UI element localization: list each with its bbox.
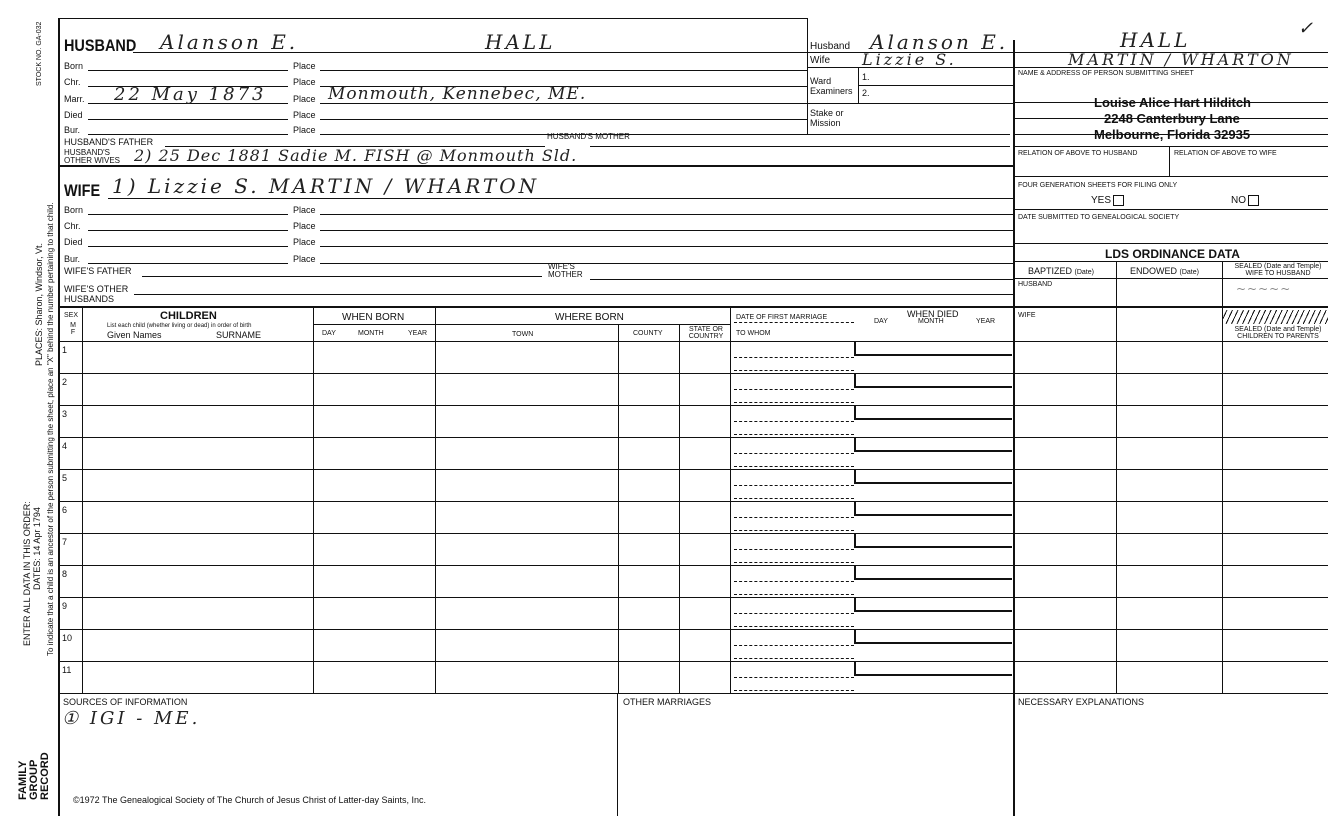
marriage-dash <box>734 530 854 531</box>
col-line <box>313 306 314 693</box>
field-line <box>88 263 288 264</box>
left-border <box>58 18 60 816</box>
born-year-label: YEAR <box>408 330 428 337</box>
copyright: ©1972 The Genealogical Society of The Church of Jesus Christ of Latter-day Saints, Inc. <box>73 795 426 805</box>
field-line <box>88 246 288 247</box>
yes-option[interactable] <box>1091 195 1124 206</box>
lds-title: LDS ORDINANCE DATA <box>1105 247 1240 261</box>
field-line <box>1013 209 1328 210</box>
died-date-box <box>854 374 1012 388</box>
field-line <box>1013 134 1328 135</box>
field-line <box>134 294 1013 295</box>
when-born-label: WHEN BORN <box>342 312 405 323</box>
col-line <box>730 306 731 693</box>
marriage-dash <box>734 517 854 518</box>
field-line <box>1013 118 1328 119</box>
wife-name: 1) Lizzie S. MARTIN / WHARTON <box>112 174 540 198</box>
child-row-number: 8 <box>62 569 68 579</box>
field-line <box>142 276 542 277</box>
husband-label: HUSBAND <box>64 36 137 55</box>
wife-born-place-label: Place <box>293 205 316 215</box>
born-day-label: DAY <box>322 330 336 337</box>
child-row-line <box>58 661 1328 662</box>
wifes-mother-label: WIFE'S MOTHER <box>548 262 583 279</box>
field-line <box>858 85 1013 86</box>
child-row-line <box>58 469 1328 470</box>
right-wife-label: Wife <box>810 55 830 66</box>
examiner-1: 1. <box>862 72 870 82</box>
col-line <box>82 306 83 693</box>
marriage-dash <box>734 498 854 499</box>
footer-top-line <box>58 693 1328 694</box>
child-row-line <box>58 405 1328 406</box>
field-line <box>1013 278 1328 279</box>
field-line <box>1013 176 1328 177</box>
footer-divider <box>617 693 618 816</box>
child-row-number: 10 <box>62 633 73 643</box>
child-row-number: 4 <box>62 441 68 451</box>
sources-entry <box>62 708 200 729</box>
endowed-label <box>1130 266 1199 276</box>
died-date-box <box>854 470 1012 484</box>
dates-note: DATES: 14 Apr 1794 <box>32 507 42 590</box>
child-row-line <box>58 533 1328 534</box>
died-date-box <box>854 598 1012 612</box>
sealed-wife-label: SEALED (Date and Temple) WIFE TO HUSBAND <box>1234 263 1322 277</box>
husband-born-label: Born <box>64 61 84 71</box>
field-line <box>590 146 1010 147</box>
header-divider <box>807 18 808 134</box>
field-line <box>88 70 288 71</box>
child-row-number: 7 <box>62 537 68 547</box>
child-row-line <box>58 565 1328 566</box>
marriage-dash <box>734 549 854 550</box>
husband-chr-label: Chr. <box>64 77 81 87</box>
marriage-dash <box>734 658 854 659</box>
places-note: PLACES: Sharon, Windsor, Vt. <box>34 242 44 366</box>
died-date-box <box>854 438 1012 452</box>
child-row-line <box>58 437 1328 438</box>
necessary-explanations-label: NECESSARY EXPLANATIONS <box>1018 697 1145 707</box>
marriage-dash <box>734 434 854 435</box>
marriage-dash <box>734 613 854 614</box>
husband-died-place-label: Place <box>293 110 316 120</box>
field-line <box>88 134 288 135</box>
field-line <box>88 230 288 231</box>
husband-given-name: Alanson E. <box>160 30 299 54</box>
field-line <box>1013 146 1328 147</box>
husband-chr-place-label: Place <box>293 77 316 87</box>
child-row-number: 11 <box>62 665 72 675</box>
died-date-box <box>854 630 1012 644</box>
husband-bur-label: Bur. <box>64 125 81 135</box>
marriage-dash <box>734 562 854 563</box>
examiner-2: 2. <box>862 88 870 98</box>
ancestor-note: To indicate that a child is an ancestor of the person submitting the sheet, place an "X" behind the number pertaining to that child. <box>46 202 55 656</box>
husband-marr-place-label: Place <box>293 94 316 104</box>
born-month-label: MONTH <box>358 330 384 337</box>
died-date-box <box>854 342 1012 356</box>
husband-name-line <box>133 52 808 53</box>
wife-died-label: Died <box>64 237 83 247</box>
no-checkbox[interactable] <box>1248 195 1259 206</box>
date-submitted-label: DATE SUBMITTED TO GENEALOGICAL SOCIETY <box>1018 214 1180 221</box>
stock-number: STOCK NO. GA-032 <box>36 21 43 86</box>
husband-bur-place-label: Place <box>293 125 316 135</box>
submitter-city: Melbourne, Florida 32935 <box>1094 127 1251 142</box>
sex-mf-label: M F <box>70 322 76 336</box>
child-row-line <box>58 501 1328 502</box>
husbands-father-label: HUSBAND'S FATHER <box>64 137 154 147</box>
field-line <box>320 119 808 120</box>
baptized-date-text: (Date) <box>1074 269 1094 276</box>
four-generation-label: FOUR GENERATION SHEETS FOR FILING ONLY <box>1018 182 1178 189</box>
field-line <box>320 134 1010 135</box>
child-row-number: 9 <box>62 601 68 611</box>
col-line <box>618 324 619 693</box>
submitter-street: 2248 Canterbury Lane <box>1104 111 1240 126</box>
where-born-label: WHERE BORN <box>555 312 624 323</box>
marriage-dash <box>734 466 854 467</box>
died-date-box <box>854 502 1012 516</box>
right-husband-given: Alanson E. <box>870 30 1009 54</box>
right-husband-label: Husband <box>810 41 851 52</box>
endowed-date-text: (Date) <box>1179 269 1199 276</box>
yes-checkbox[interactable] <box>1113 195 1124 206</box>
marriage-dash <box>734 690 854 691</box>
field-line <box>807 67 1328 68</box>
field-line <box>807 103 1013 104</box>
field-line <box>1013 243 1328 244</box>
child-row-line <box>58 597 1328 598</box>
died-date-box <box>854 406 1012 420</box>
lds-husband-label: HUSBAND <box>1018 281 1053 288</box>
husband-marr-label: Marr. <box>64 94 85 104</box>
husband-other-wives: 2) 25 Dec 1881 Sadie M. FISH @ Monmouth Sld. <box>134 146 578 165</box>
state-country-label: STATE OR COUNTRY <box>688 326 724 340</box>
table-header-bottom <box>58 341 1328 342</box>
died-year-label: YEAR <box>976 318 996 325</box>
child-row-number: 2 <box>62 377 68 387</box>
husband-marriage-place: Monmouth, Kennebec, ME. <box>328 84 587 104</box>
wife-chr-place-label: Place <box>293 221 316 231</box>
sealed-children-label: SEALED (Date and Temple) CHILDREN TO PARENTS <box>1234 326 1322 340</box>
child-row-line <box>58 629 1328 630</box>
field-line <box>1013 102 1328 103</box>
col-line <box>679 324 680 693</box>
field-line <box>1013 261 1328 262</box>
to-whom-label: TO WHOM <box>736 330 771 337</box>
husband-born-place-label: Place <box>293 61 316 71</box>
wife-chr-label: Chr. <box>64 221 81 231</box>
field-line <box>320 70 808 71</box>
yes-label: YES <box>1091 195 1112 207</box>
when-died-label: WHEN DIED <box>907 309 959 319</box>
wife-died-place-label: Place <box>293 237 316 247</box>
marriage-dash <box>734 389 854 390</box>
relation-husband-label: RELATION OF ABOVE TO HUSBAND <box>1018 150 1138 157</box>
children-subtitle: List each child (whether living or dead) in order of birth <box>107 323 252 329</box>
no-label: NO <box>1231 195 1246 207</box>
given-names-label: Given Names <box>107 330 162 340</box>
right-wife-given: Lizzie S. <box>862 50 957 69</box>
field-line <box>320 230 1013 231</box>
died-date-box <box>854 566 1012 580</box>
section-divider <box>58 165 1013 167</box>
baptized-label <box>1028 266 1094 276</box>
wifes-other-husbands-label: WIFE'S OTHER HUSBANDS <box>64 284 129 304</box>
marriage-dash <box>734 370 854 371</box>
field-line <box>320 214 1013 215</box>
field-line <box>88 214 288 215</box>
section-divider <box>58 306 1328 308</box>
form-title <box>18 752 51 800</box>
children-title: CHILDREN <box>160 310 217 322</box>
child-row-number: 3 <box>62 409 68 419</box>
sealed-hatch <box>1222 310 1328 324</box>
right-column-divider <box>1013 40 1015 816</box>
husband-surname: HALL <box>485 30 556 54</box>
relation-divider <box>1169 146 1170 176</box>
other-marriages-label: OTHER MARRIAGES <box>623 697 712 707</box>
child-row-line <box>58 373 1328 374</box>
child-row-number: 1 <box>62 345 68 355</box>
right-husband-surname: HALL <box>1120 28 1191 52</box>
marriage-dash <box>734 453 854 454</box>
form-title-line: FAMILY <box>17 760 29 800</box>
wifes-father-label: WIFE'S FATHER <box>64 266 132 276</box>
field-line <box>313 324 730 325</box>
county-label: COUNTY <box>633 330 663 337</box>
sources-text: IGI - ME. <box>89 708 201 729</box>
submitter-name: Louise Alice Hart Hilditch <box>1094 95 1251 110</box>
field-line <box>320 263 1013 264</box>
husband-died-label: Died <box>64 110 83 120</box>
sources-label: SOURCES OF INFORMATION <box>63 697 188 707</box>
wife-name-line <box>108 198 1013 199</box>
wife-label: WIFE <box>64 181 101 200</box>
field-line <box>320 246 1013 247</box>
marriage-dash <box>734 594 854 595</box>
form-title-line: RECORD <box>39 752 51 800</box>
form-title-line: GROUP <box>28 759 40 800</box>
marriage-dash <box>734 677 854 678</box>
top-border <box>58 18 808 19</box>
child-row-number: 5 <box>62 473 68 483</box>
endowed-text: ENDOWED <box>1130 266 1177 276</box>
examiners-label: Examiners <box>810 86 853 96</box>
husband-marriage-date: 22 May 1873 <box>114 84 267 105</box>
relation-wife-label: RELATION OF ABOVE TO WIFE <box>1174 150 1277 157</box>
marriage-dash <box>734 357 854 358</box>
no-option[interactable] <box>1231 195 1259 206</box>
marriage-dash <box>734 485 854 486</box>
died-date-box <box>854 534 1012 548</box>
marriage-dash <box>734 645 854 646</box>
checkmark-icon: ✓ <box>1298 18 1314 39</box>
surname-label: SURNAME <box>216 330 262 340</box>
field-line <box>590 279 1013 280</box>
marriage-dash <box>734 421 854 422</box>
marriage-dash <box>734 626 854 627</box>
sealed-wife-scribble: ~~~~~ <box>1236 282 1292 296</box>
marriage-dash <box>734 402 854 403</box>
submitter-label: NAME & ADDRESS OF PERSON SUBMITTING SHEET <box>1018 70 1194 77</box>
field-line <box>88 119 288 120</box>
ward-label: Ward <box>810 76 832 86</box>
died-day-label: DAY <box>874 318 888 325</box>
wife-bur-label: Bur. <box>64 254 81 264</box>
lds-wife-label: WIFE <box>1018 312 1036 319</box>
first-marriage-label: DATE OF FIRST MARRIAGE <box>736 314 828 321</box>
wife-born-label: Born <box>64 205 84 215</box>
sex-label: SEX <box>64 312 79 319</box>
died-date-box <box>854 662 1012 676</box>
stake-mission-label: Stake or Mission <box>810 108 844 128</box>
child-row-number: 6 <box>62 505 68 515</box>
right-wife-surname: MARTIN / WHARTON <box>1068 50 1294 69</box>
dash-line <box>734 322 854 323</box>
col-line <box>435 306 436 693</box>
died-month-label: MONTH <box>918 318 944 325</box>
marriage-dash <box>734 581 854 582</box>
town-label: TOWN <box>512 331 534 338</box>
circled-one-icon: ① <box>62 708 82 729</box>
enter-data-note: ENTER ALL DATA IN THIS ORDER: <box>22 501 32 646</box>
husbands-mother-label: HUSBAND'S MOTHER <box>547 132 630 141</box>
wife-bur-place-label: Place <box>293 254 316 264</box>
baptized-text: BAPTIZED <box>1028 266 1073 276</box>
husbands-other-wives-label: HUSBAND'S OTHER WIVES <box>64 148 121 165</box>
